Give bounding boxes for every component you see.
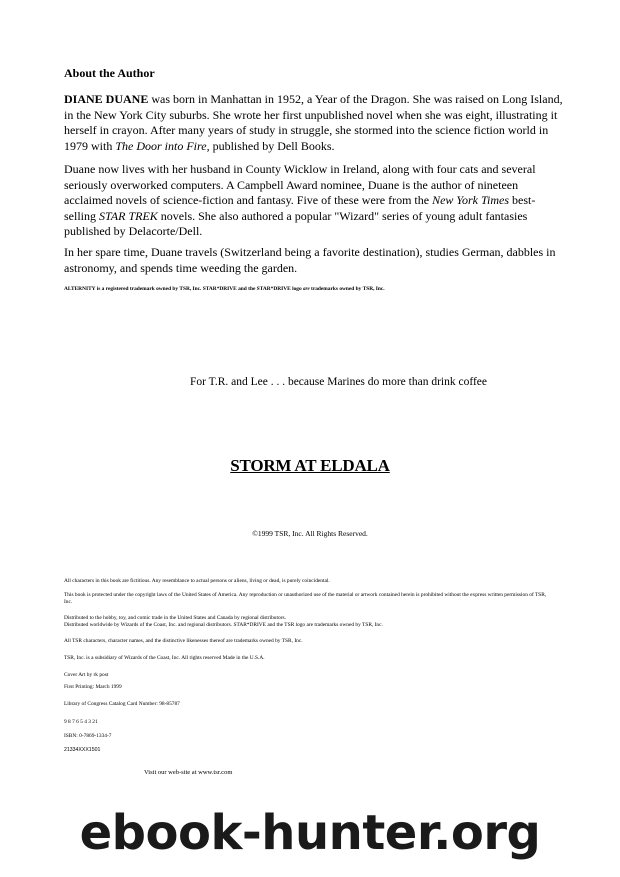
trademark-text: are <box>303 287 310 292</box>
book-title: STORM AT ELDALA <box>230 456 390 475</box>
isbn: ISBN: 0-7869-1334-7 <box>64 733 112 739</box>
copyright-protection-notice: This book is protected under the copyright laws of the United States of America. Any reproduction or unauthorized use of the material or artwork contained herein is prohibited without the express written permission of TSR, Inc. <box>64 592 547 605</box>
website-notice: Visit our web-site at www.tsr.com <box>144 769 233 776</box>
bio-text: Duane now lives with her husband in County Wicklow in Ireland, along with four cats and several seriously overworked computers. A Campbell Award nominee, Duane is the author of nineteen acclaimed novels of science-fiction and fantasy. Five of these were from the <box>64 162 536 207</box>
bio-text: published by Dell Books. <box>209 138 335 153</box>
print-line: 9 8 7 6 5 4 3 21 <box>64 719 98 725</box>
character-trademark-notice: All TSR characters, character names, and the distinctive likenesses thereof are trademarks owned by TSR, Inc. <box>64 638 303 644</box>
author-name: DIANE DUANE <box>64 92 149 106</box>
trademark-text: trademarks owned by TSR, Inc. <box>309 286 385 292</box>
author-bio-paragraph-2 <box>64 162 564 240</box>
cover-art-credit: Cover Art by rk post <box>64 672 109 678</box>
author-bio-paragraph-1 <box>64 92 564 154</box>
distribution-notice <box>64 615 554 629</box>
bio-text: best-selling <box>64 193 536 223</box>
publication-reference: New York Times <box>432 193 509 207</box>
library-catalog-number: Library of Congress Catalog Card Number: 98-85787 <box>64 701 180 707</box>
copyright-line: ©1999 TSR, Inc. All Rights Reserved. <box>252 529 368 538</box>
distribution-line: Distributed worldwide by Wizards of the Coast, Inc. and regional distributors. STAR*DRIVE and the TSR logo are trademarks owned by TSR, Inc. <box>64 622 383 628</box>
subsidiary-notice: TSR, Inc. is a subsidiary of Wizards of the Coast, Inc. All rights reserved Made in the U.S.A. <box>64 655 265 661</box>
trademark-text: ALTERNITY is a registered trademark owned by TSR, Inc. STAR*DRIVE and the STAR*DRIVE logo <box>64 286 304 292</box>
printing-info: First Printing: March 1999 <box>64 684 122 690</box>
trademark-notice <box>64 286 584 292</box>
product-code: 21334XXX1501 <box>64 747 101 753</box>
book-reference: The Door into Fire, <box>115 138 210 153</box>
author-bio-paragraph-3: In her spare time, Duane travels (Switzerland being a favorite destination), studies German, dabbles in astronomy, and spends time weeding the garden. <box>64 245 556 275</box>
bio-text: novels. She also authored a popular "Wizard" series of young adult fantasies published by Delacorte/Dell. <box>64 208 528 238</box>
fiction-disclaimer: All characters in this book are fictitious. Any resemblance to actual persons or aliens, living or dead, is purely coincidental. <box>64 578 330 584</box>
distribution-line: Distributed to the hobby, toy, and comic trade in the United States and Canada by regional distributors. <box>64 615 286 621</box>
series-reference: STAR TREK <box>99 208 158 223</box>
bio-text: was born in Manhattan in 1952, a Year of the Dragon. She was raised on Long Island, in the New York City suburbs. She wrote her first unpublished novel when she was eight, illustrating it herself in crayon. After many years of study in struggle, she stormed into the science fiction world in 1979 with <box>64 92 563 153</box>
watermark: ebook-hunter.org <box>79 805 541 861</box>
dedication: For T.R. and Lee . . . because Marines do more than drink coffee <box>190 376 487 388</box>
about-author-heading: About the Author <box>64 66 155 80</box>
